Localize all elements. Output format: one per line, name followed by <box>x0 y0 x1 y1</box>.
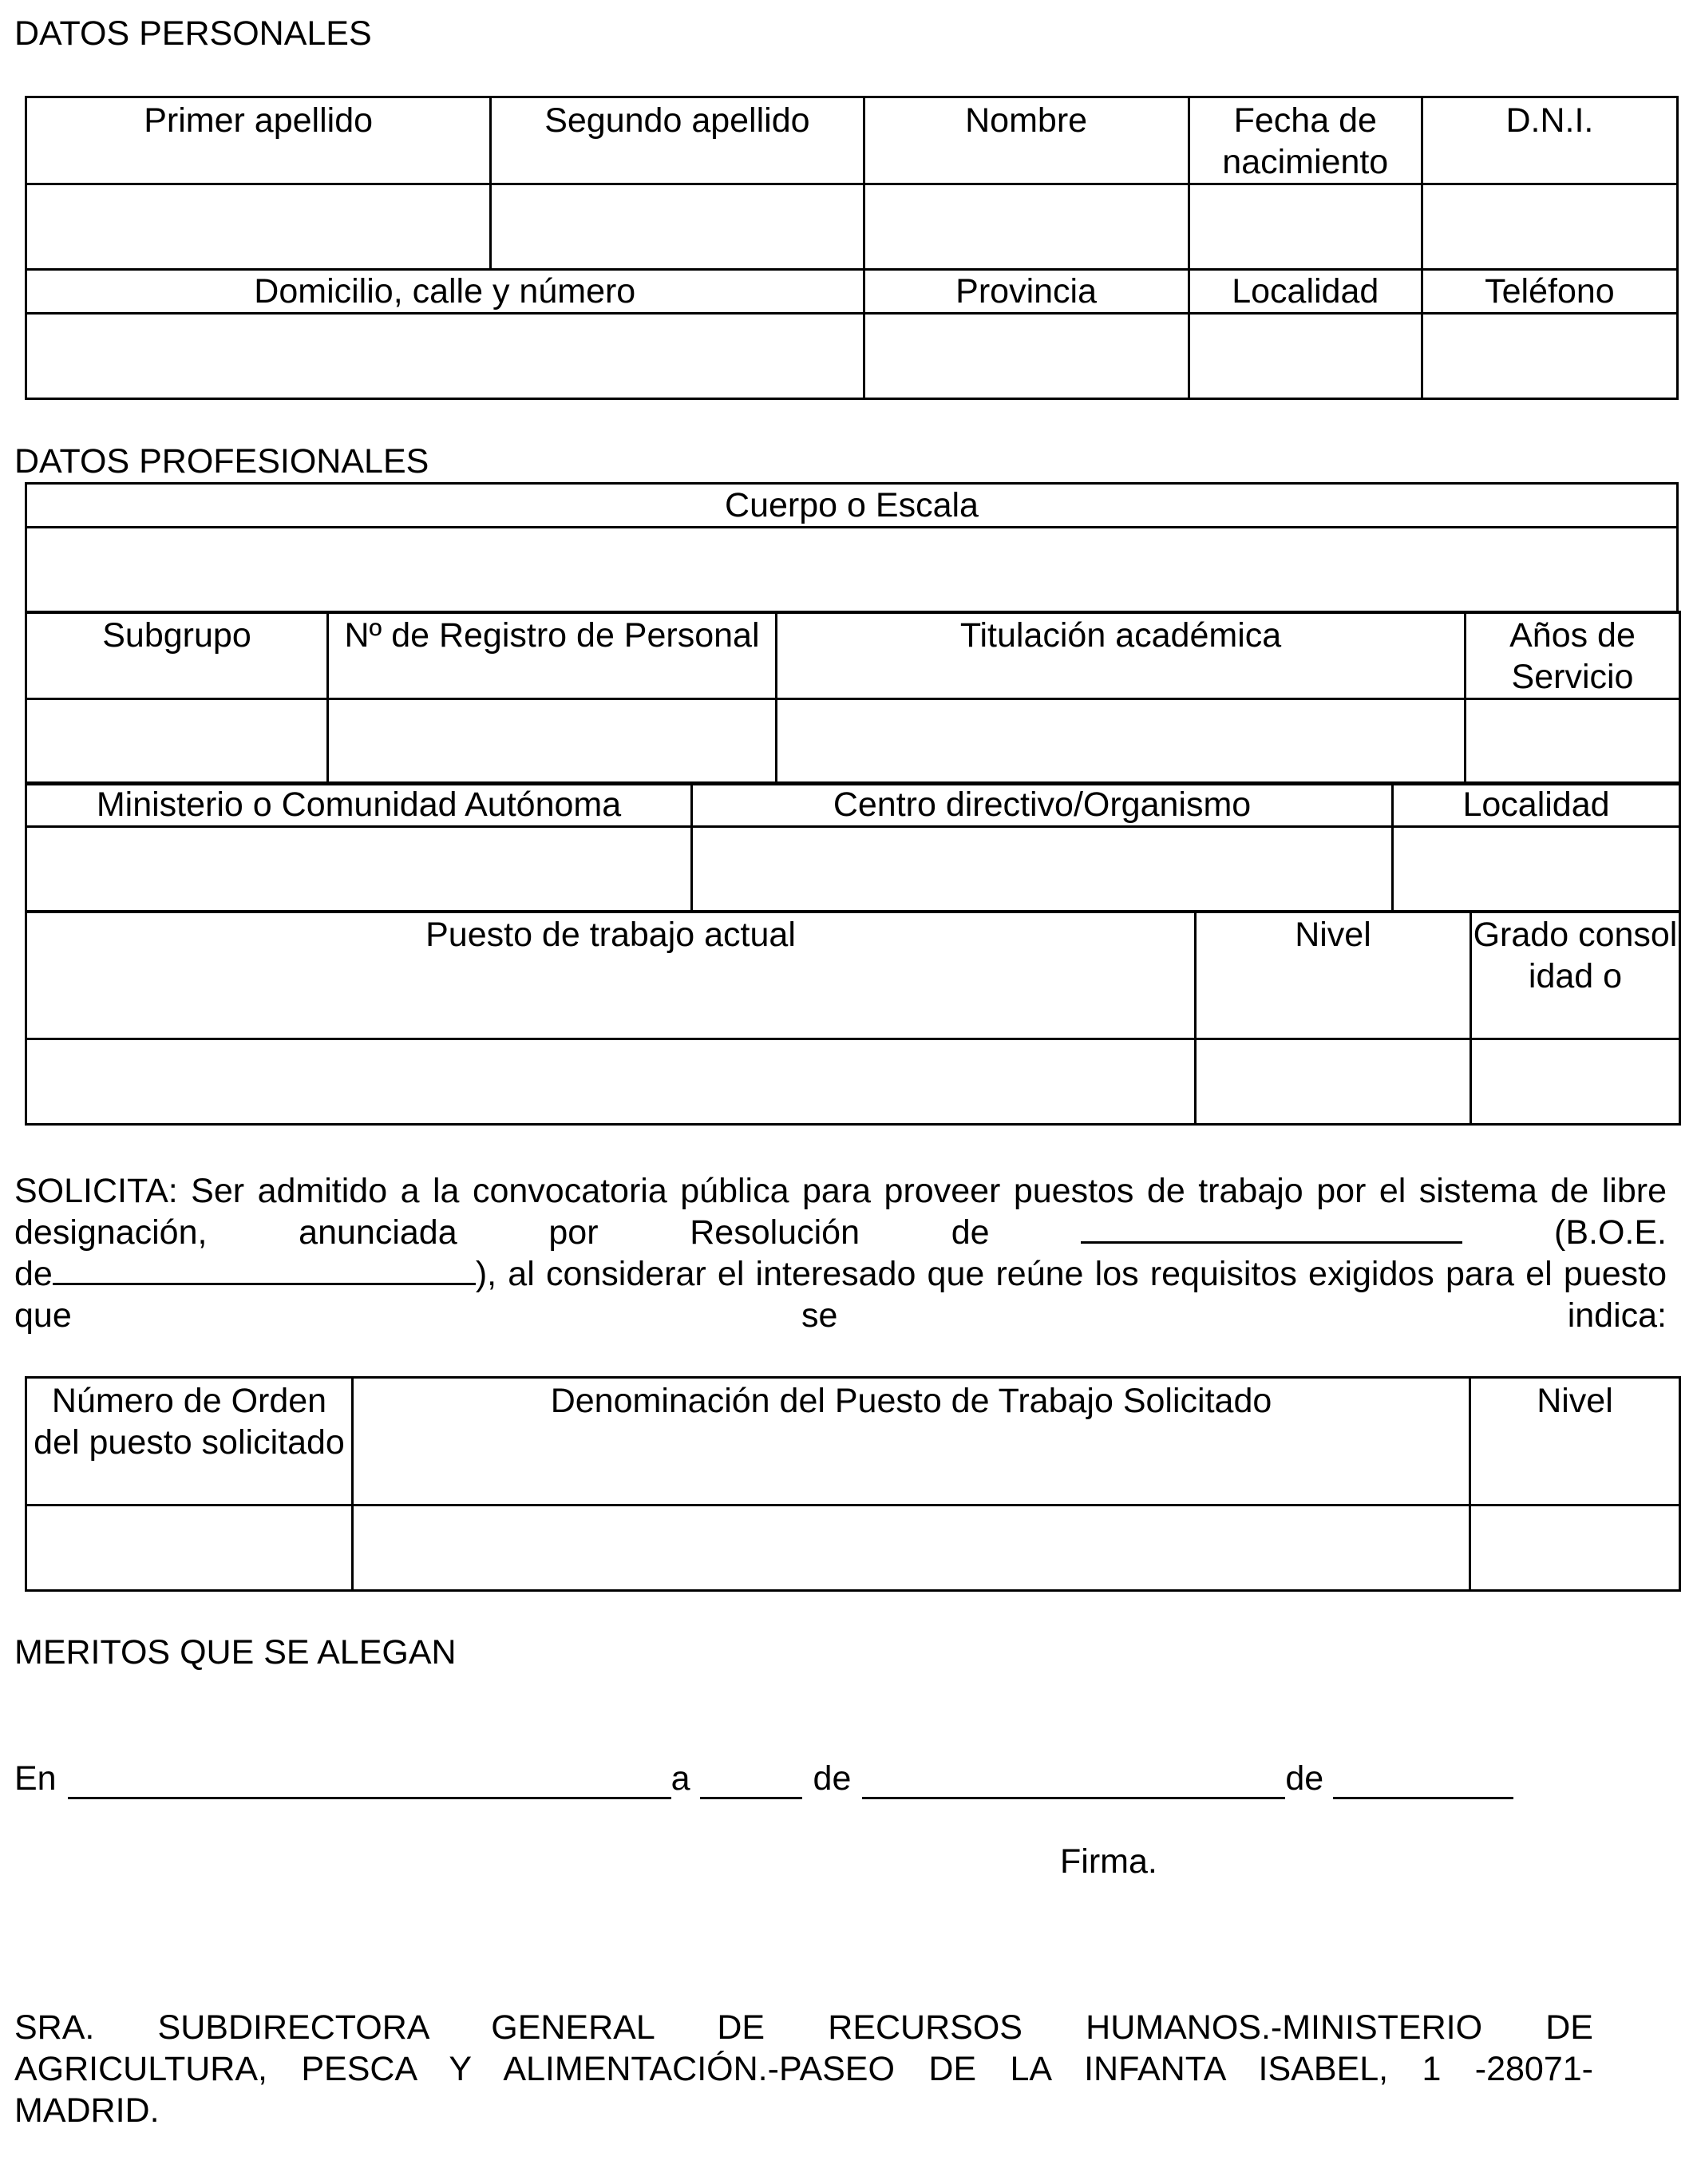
label-grado-consolidado: Grado consolidad o <box>1471 912 1680 1039</box>
label-puesto-actual: Puesto de trabajo actual <box>26 912 1196 1039</box>
solicita-boe-open: (B.O.E. <box>1554 1213 1667 1252</box>
section-title-professional: DATOS PROFESIONALES <box>14 442 429 481</box>
field-nombre[interactable] <box>864 184 1189 270</box>
field-anos-servicio[interactable] <box>1466 699 1680 785</box>
solicita-line-1 <box>14 1170 1667 1253</box>
date-de-label-1: de <box>813 1759 852 1798</box>
day-blank[interactable] <box>700 1765 802 1799</box>
professional-ministerio-table <box>25 781 1681 913</box>
field-numero-orden[interactable] <box>26 1505 353 1591</box>
label-anos-servicio: Años de Servicio <box>1466 612 1680 699</box>
section-title-personal: DATOS PERSONALES <box>14 14 372 53</box>
label-provincia: Provincia <box>864 270 1189 314</box>
field-fecha-nacimiento[interactable] <box>1189 184 1422 270</box>
label-denominacion-puesto: Denominación del Puesto de Trabajo Solicitado <box>353 1378 1470 1505</box>
label-numero-orden: Número de Orden del puesto solicitado <box>26 1378 353 1505</box>
label-nivel-solicitado: Nivel <box>1470 1378 1680 1505</box>
label-dni: D.N.I. <box>1422 97 1677 184</box>
date-a-label: a <box>670 1759 690 1798</box>
label-nivel-actual: Nivel <box>1196 912 1471 1039</box>
label-fecha-nacimiento: Fecha de nacimiento <box>1189 97 1422 184</box>
field-provincia[interactable] <box>864 314 1189 399</box>
resolucion-blank[interactable] <box>1081 1213 1462 1244</box>
field-centro-directivo[interactable] <box>692 827 1393 912</box>
label-subgrupo: Subgrupo <box>26 612 328 699</box>
label-domicilio: Domicilio, calle y número <box>26 270 864 314</box>
field-localidad-trabajo[interactable] <box>1393 827 1680 912</box>
puesto-solicitado-table <box>25 1376 1681 1592</box>
month-blank[interactable] <box>862 1765 1285 1799</box>
field-domicilio[interactable] <box>26 314 864 399</box>
boe-date-blank[interactable] <box>53 1254 476 1285</box>
firma-label: Firma. <box>1060 1842 1157 1881</box>
field-grado-consolidado[interactable] <box>1471 1039 1680 1125</box>
addressee-line-2: AGRICULTURA, PESCA Y ALIMENTACIÓN.-PASEO DE LA INFANTA ISABEL, 1 -28071- <box>14 2050 1593 2088</box>
date-de-label-2: de <box>1285 1759 1324 1798</box>
field-localidad[interactable] <box>1189 314 1422 399</box>
label-primer-apellido: Primer apellido <box>26 97 491 184</box>
field-dni[interactable] <box>1422 184 1677 270</box>
field-registro-personal[interactable] <box>328 699 777 785</box>
section-title-merits: MERITOS QUE SE ALEGAN <box>14 1633 457 1672</box>
professional-subgrupo-table <box>25 611 1681 785</box>
field-telefono[interactable] <box>1422 314 1677 399</box>
personal-data-table <box>25 96 1679 400</box>
date-line <box>14 1758 1513 1799</box>
label-segundo-apellido: Segundo apellido <box>491 97 864 184</box>
label-telefono: Teléfono <box>1422 270 1677 314</box>
label-ministerio: Ministerio o Comunidad Autónoma <box>26 783 692 827</box>
field-subgrupo[interactable] <box>26 699 328 785</box>
field-nivel-actual[interactable] <box>1196 1039 1471 1125</box>
field-denominacion-puesto[interactable] <box>353 1505 1470 1591</box>
field-puesto-actual[interactable] <box>26 1039 1196 1125</box>
label-centro-directivo: Centro directivo/Organismo <box>692 783 1393 827</box>
label-registro-personal: Nº de Registro de Personal <box>328 612 777 699</box>
solicita-line-3 <box>14 1253 1667 1336</box>
professional-cuerpo-table <box>25 482 1679 614</box>
year-blank[interactable] <box>1333 1765 1513 1799</box>
label-cuerpo-escala: Cuerpo o Escala <box>26 484 1678 528</box>
label-titulacion: Titulación académica <box>777 612 1466 699</box>
field-cuerpo-escala[interactable] <box>26 528 1678 613</box>
solicita-text-1: SOLICITA: Ser admitido a la convocatoria pública para proveer puestos de trabajo por el sistema de libre designación, anunciada por Resolución de <box>14 1172 1667 1252</box>
field-primer-apellido[interactable] <box>26 184 491 270</box>
date-en-label: En <box>14 1759 57 1798</box>
professional-puesto-table <box>25 910 1681 1126</box>
addressee-line-3: MADRID. <box>14 2091 160 2130</box>
solicita-text-2: ), al considerar el interesado que reúne los requisitos exigidos para el puesto que se indica: <box>14 1255 1667 1335</box>
solicita-de-label: de <box>14 1255 53 1293</box>
field-segundo-apellido[interactable] <box>491 184 864 270</box>
addressee-line-1: SRA. SUBDIRECTORA GENERAL DE RECURSOS HUMANOS.-MINISTERIO DE <box>14 2008 1593 2047</box>
label-localidad-trabajo: Localidad <box>1393 783 1680 827</box>
field-nivel-solicitado[interactable] <box>1470 1505 1680 1591</box>
label-localidad: Localidad <box>1189 270 1422 314</box>
label-nombre: Nombre <box>864 97 1189 184</box>
place-blank[interactable] <box>68 1765 671 1799</box>
field-ministerio[interactable] <box>26 827 692 912</box>
field-titulacion[interactable] <box>777 699 1466 785</box>
